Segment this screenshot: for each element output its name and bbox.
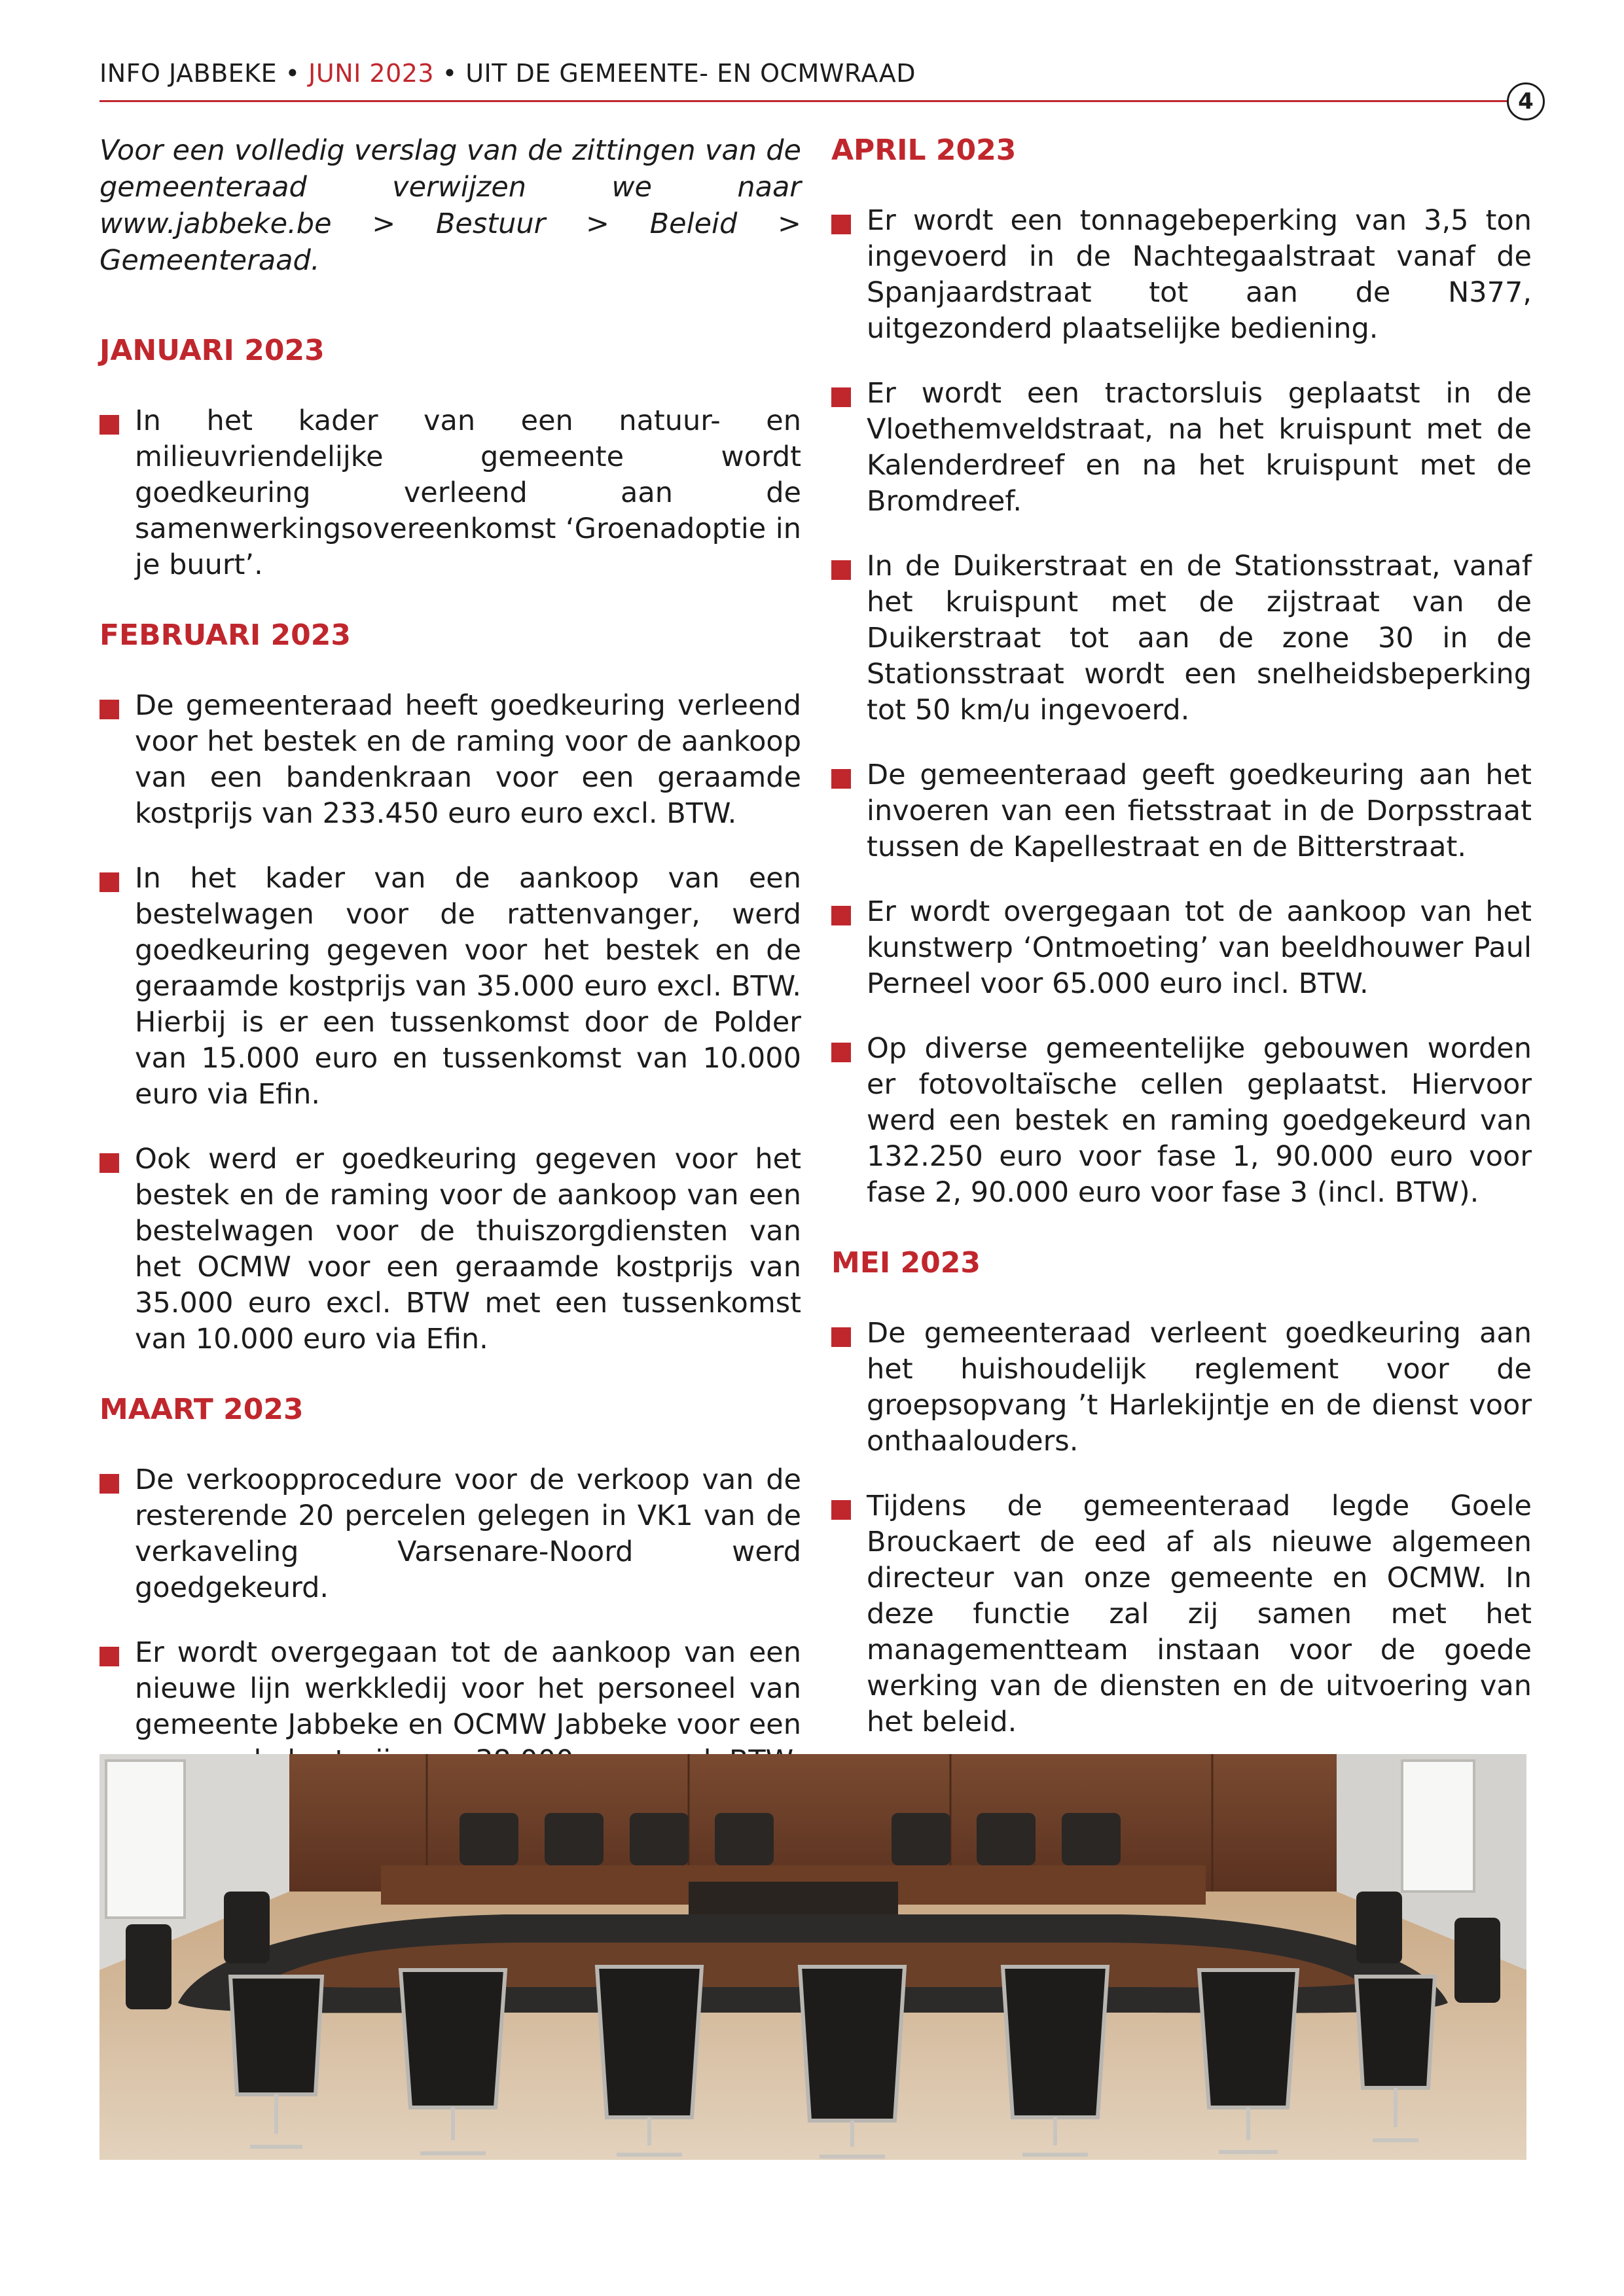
list-item-text: De gemeenteraad heeft goedkeuring verleend voor het bestek en de raming voor de aankoop van een bandenkraan voor een geraamde kostprijs van 233.450 euro euro excl. BTW. [135, 689, 801, 830]
list-item-text: Tijdens de gemeenteraad legde Goele Brouckaert de eed af als nieuwe algemeen directeur van onze gemeente en OCMW. In deze functie zal zij samen met het managementteam instaan voor de goede werking van de diensten en de uitvoering van het beleid. [867, 1490, 1532, 1738]
month-section [99, 332, 801, 617]
list-item [99, 688, 801, 832]
month-heading: FEBRUARI 2023 [99, 619, 351, 652]
square-bullet-icon [831, 769, 851, 789]
square-bullet-icon [831, 560, 851, 580]
left-sections [99, 332, 801, 1813]
month-heading: MEI 2023 [831, 1246, 981, 1280]
list-item-text: Er wordt overgegaan tot de aankoop van het kunstwerp ‘Ontmoeting’ van beeldhouwer Paul Perneel voor 65.000 euro incl. BTW. [867, 895, 1532, 1000]
decision-list [831, 203, 1532, 1211]
list-item [831, 376, 1532, 520]
list-item-text: Op diverse gemeentelijke gebouwen worden er fotovoltaïsche cellen geplaatst. Hiervoor werd een bestek en raming goedgekeurd van 132.250 euro voor fase 1, 90.000 euro voor fase 2, 90.000 euro voor fase 3 (incl. BTW). [867, 1032, 1532, 1209]
square-bullet-icon [99, 700, 119, 719]
page-header [99, 59, 1526, 98]
square-bullet-icon [831, 387, 851, 407]
square-bullet-icon [831, 1327, 851, 1347]
list-item [99, 1141, 801, 1357]
square-bullet-icon [99, 1153, 119, 1173]
decision-list [99, 403, 801, 583]
list-item [831, 1031, 1532, 1211]
square-bullet-icon [831, 1500, 851, 1520]
publication-name: INFO JABBEKE [99, 59, 278, 88]
list-item [99, 861, 801, 1113]
list-item-text: De gemeenteraad verleent goedkeuring aan het huishoudelijk reglement voor de groepsopvang ’t Harlekijntje en de dienst voor onthaalouders. [867, 1317, 1532, 1458]
right-column [831, 132, 1532, 1774]
list-item-text: In het kader van een natuur- en milieuvriendelijke gemeente wordt goedkeuring verleend aan de samenwerkingsovereenkomst ‘Groenadoptie in je buurt’. [135, 404, 801, 581]
month-heading: JANUARI 2023 [99, 334, 325, 367]
list-item [99, 403, 801, 583]
month-section [831, 1245, 1532, 1774]
list-item [831, 1488, 1532, 1740]
month-heading: MAART 2023 [99, 1393, 304, 1426]
list-item-text: Ook werd er goedkeuring gegeven voor het bestek en de raming voor de aankoop van een bestelwagen voor de thuiszorgdiensten van het OCMW voor een geraamde kostprijs van 35.000 euro excl. BTW met een tussenkomst van 10.000 euro via Efin. [135, 1143, 801, 1355]
council-chamber-photo [99, 1754, 1526, 2160]
square-bullet-icon [831, 906, 851, 925]
month-section [99, 1391, 801, 1813]
list-item [831, 548, 1532, 728]
header-separator: • [434, 59, 466, 88]
list-item [831, 894, 1532, 1002]
intro-text: Voor een volledig verslag van de zittingen van de gemeenteraad verwijzen we naar www.jabbeke.be > Bestuur > Beleid > Gemeenteraad. [99, 134, 801, 277]
list-item [99, 1462, 801, 1606]
square-bullet-icon [99, 872, 119, 892]
issue-date: JUNI 2023 [308, 59, 435, 88]
square-bullet-icon [99, 1647, 119, 1666]
list-item-text: In het kader van de aankoop van een bestelwagen voor de rattenvanger, werd goedkeuring gegeven voor het bestek en de geraamde kostprijs van 35.000 euro excl. BTW. Hierbij is er een tussenkomst door de Polder van 15.000 euro en tussenkomst van 10.000 euro via Efin. [135, 862, 801, 1111]
page-number: 4 [1507, 82, 1545, 120]
section-title: UIT DE GEMEENTE- EN OCMWRAAD [465, 59, 916, 88]
list-item-text: De verkoopprocedure voor de verkoop van de resterende 20 percelen gelegen in VK1 van de verkaveling Varsenare-Noord werd goedgekeurd. [135, 1463, 801, 1604]
square-bullet-icon [99, 1474, 119, 1494]
month-heading: APRIL 2023 [831, 134, 1017, 167]
square-bullet-icon [99, 415, 119, 435]
list-item-text: Er wordt een tractorsluis geplaatst in de Vloethemveldstraat, na het kruispunt met de Kalenderdreef en na het kruispunt met de Bromdreef. [867, 377, 1532, 518]
header-separator: • [277, 59, 309, 88]
list-item-text: Er wordt overgegaan tot de aankoop van een nieuwe lijn werkkledij voor het personeel van gemeente Jabbeke en OCMW Jabbeke voor een [135, 1636, 801, 1741]
header-text [99, 59, 916, 88]
left-column [99, 132, 801, 1813]
list-item-text: Er wordt een tonnagebeperking van 3,5 ton ingevoerd in de Nachtegaalstraat vanaf de Spanjaardstraat tot aan de N377, uitgezonderd plaatselijke bediening. [867, 204, 1532, 345]
header-divider [99, 100, 1507, 102]
list-item [831, 203, 1532, 347]
decision-list [831, 1316, 1532, 1740]
list-item [831, 757, 1532, 865]
square-bullet-icon [831, 1043, 851, 1062]
list-item-text: De gemeenteraad geeft goedkeuring aan het invoeren van een fietsstraat in de Dorpsstraat tussen de Kapellestraat en de Bitterstraat. [867, 759, 1532, 863]
decision-list [99, 1462, 801, 1779]
square-bullet-icon [831, 215, 851, 234]
list-item [831, 1316, 1532, 1460]
decision-list [99, 688, 801, 1357]
month-section [831, 132, 1532, 1245]
list-item-text: In de Duikerstraat en de Stationsstraat, vanaf het kruispunt met de zijstraat van de Duikerstraat tot aan de zone 30 in de Stationsstraat wordt een snelheidsbeperking tot 50 km/u ingevoerd. [867, 550, 1532, 726]
right-sections [831, 132, 1532, 1774]
month-section [99, 617, 801, 1391]
